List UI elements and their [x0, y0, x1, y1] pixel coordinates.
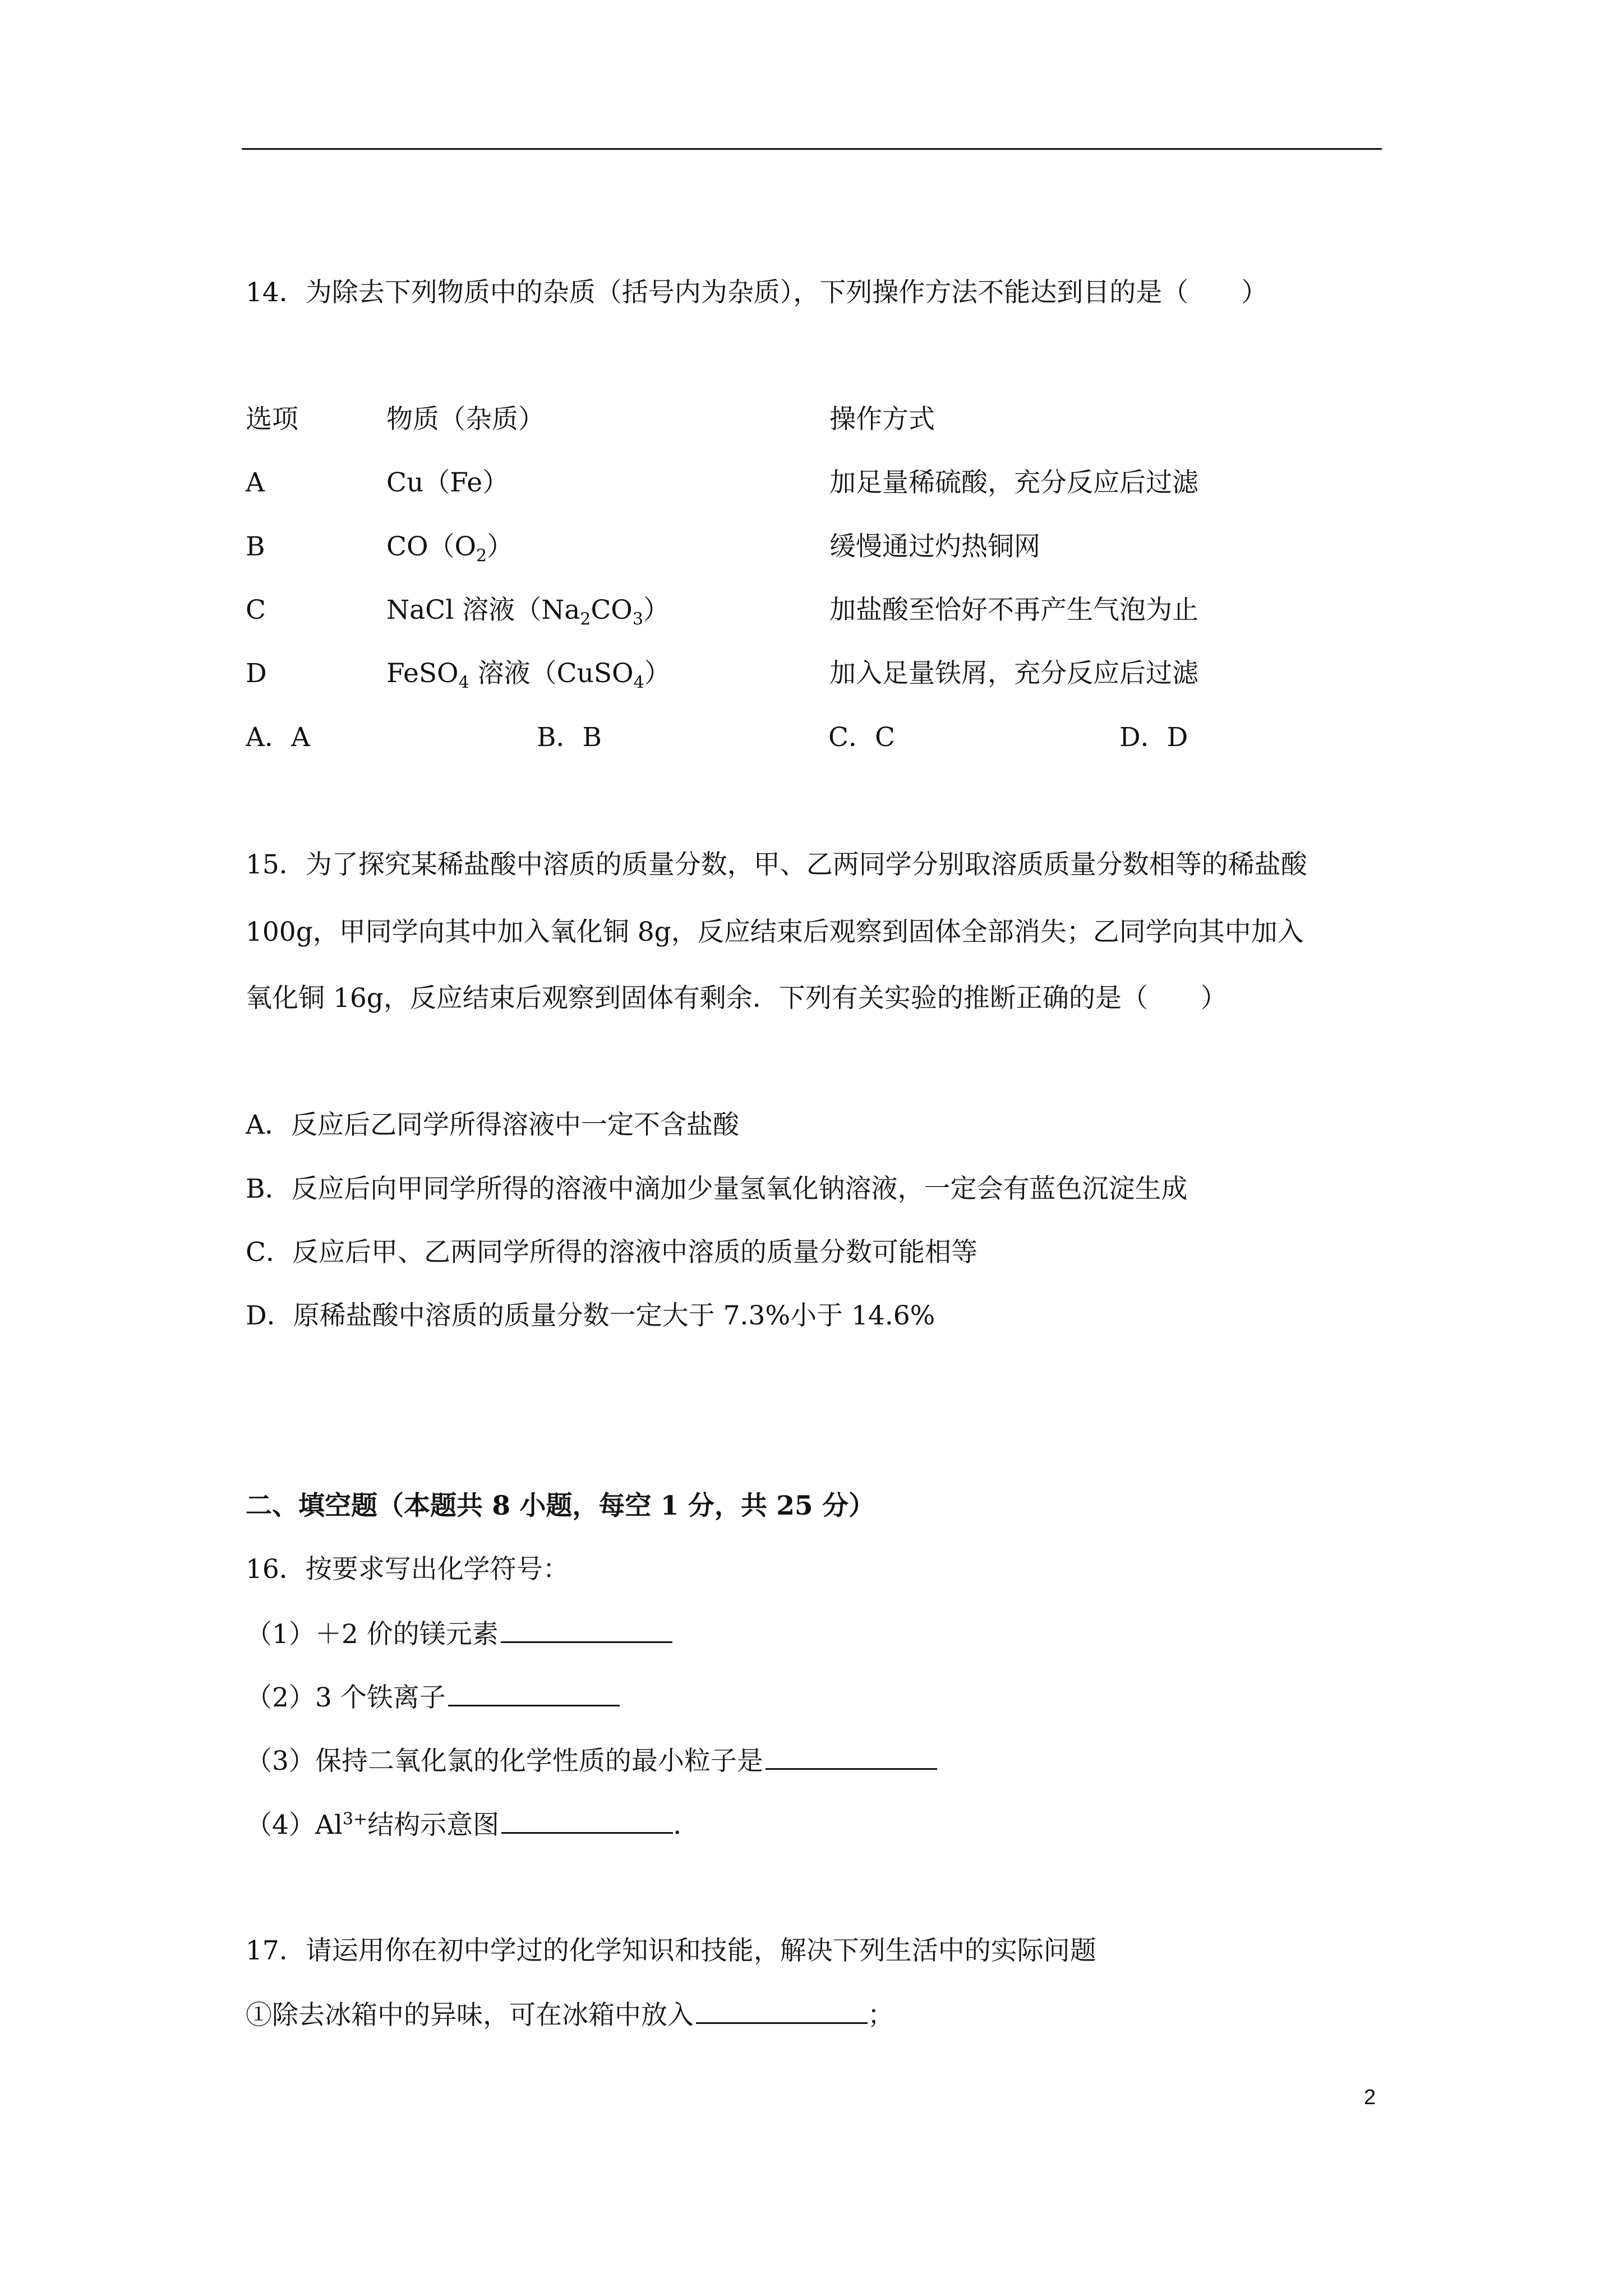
q15-option-c: C．反应后甲、乙两同学所得的溶液中溶质的质量分数可能相等 [246, 1237, 978, 1268]
q16-item-2: （2）3 个铁离子 [246, 1680, 620, 1715]
q17-item-1: ①除去冰箱中的异味，可在冰箱中放入 ； [246, 1998, 894, 2032]
q15-option-b: B．反应后向甲同学所得的溶液中滴加少量氢氧化钠溶液，一定会有蓝色沉淀生成 [246, 1174, 1188, 1204]
table-header-substance: 物质（杂质） [386, 404, 545, 435]
q15-option-a: A．反应后乙同学所得溶液中一定不含盐酸 [246, 1110, 739, 1140]
q16-item-1: （1）＋2 价的镁元素 [246, 1617, 672, 1651]
q16-item-4: $(4)Al^{3+}$结构示意图 . [246, 1807, 681, 1842]
table-row-option: D [246, 658, 267, 689]
table-row-option: B [246, 531, 265, 562]
table-header-option: 选项 [246, 404, 298, 435]
table-row-option: A [246, 467, 265, 498]
q16-stem: 16．按要求写出化学符号： [246, 1554, 569, 1585]
q15-stem-line: 氧化铜 16g，反应结束后观察到固体有剩余．下列有关实验的推断正确的是（ ） [246, 983, 1227, 1014]
answer-blank[interactable] [696, 1998, 868, 2024]
q17-stem: 17．请运用你在初中学过的化学知识和技能，解决下列生活中的实际问题 [246, 1935, 1096, 1966]
header-rule [242, 148, 1382, 150]
q14-choice-a: A．A [246, 722, 310, 753]
q15-stem-line: 15．为了探究某稀盐酸中溶质的质量分数，甲、乙两同学分别取溶质质量分数相等的稀盐酸 [246, 849, 1307, 880]
table-row-method: 加入足量铁屑，充分反应后过滤 [829, 658, 1198, 689]
answer-blank[interactable] [448, 1680, 620, 1706]
section-title: 二、填空题（本题共 8 小题，每空 1 分，共 25 分） [246, 1490, 875, 1521]
answer-blank[interactable] [501, 1807, 673, 1834]
answer-blank[interactable] [501, 1617, 672, 1643]
table-row-substance: NaCl 溶液$(Na_2CO_3)$ [386, 595, 670, 629]
q16-item-3: （3）保持二氧化氯的化学性质的最小粒子是 [246, 1743, 937, 1778]
table-row-substance: $CO(O_2)$ [386, 531, 514, 566]
table-row-method: 加盐酸至恰好不再产生气泡为止 [829, 595, 1198, 625]
q15-stem-line: 100g，甲同学向其中加入氧化铜 8g，反应结束后观察到固体全部消失；乙同学向其中加入 [246, 917, 1304, 947]
table-row-substance: FeSO$_4$ 溶液（CuSO$_4$） [386, 658, 671, 693]
q14-choice-c: C．C [828, 722, 895, 753]
q14-stem: 14．为除去下列物质中的杂质（括号内为杂质），下列操作方法不能达到目的是（ ） [246, 277, 1268, 308]
q15-option-d: D．原稀盐酸中溶质的质量分数一定大于 7.3%小于 14.6% [246, 1300, 935, 1331]
answer-blank[interactable] [766, 1743, 937, 1770]
q14-choice-d: D．D [1119, 722, 1188, 753]
table-header-method: 操作方式 [829, 404, 935, 435]
table-row-method: 缓慢通过灼热铜网 [829, 531, 1040, 562]
table-row-method: 加足量稀硫酸，充分反应后过滤 [829, 467, 1198, 498]
q14-choice-b: B．B [537, 722, 602, 753]
table-row-option: C [246, 595, 266, 625]
table-row-substance: Cu（Fe） [386, 467, 509, 498]
page-number: 2 [1364, 2086, 1376, 2109]
